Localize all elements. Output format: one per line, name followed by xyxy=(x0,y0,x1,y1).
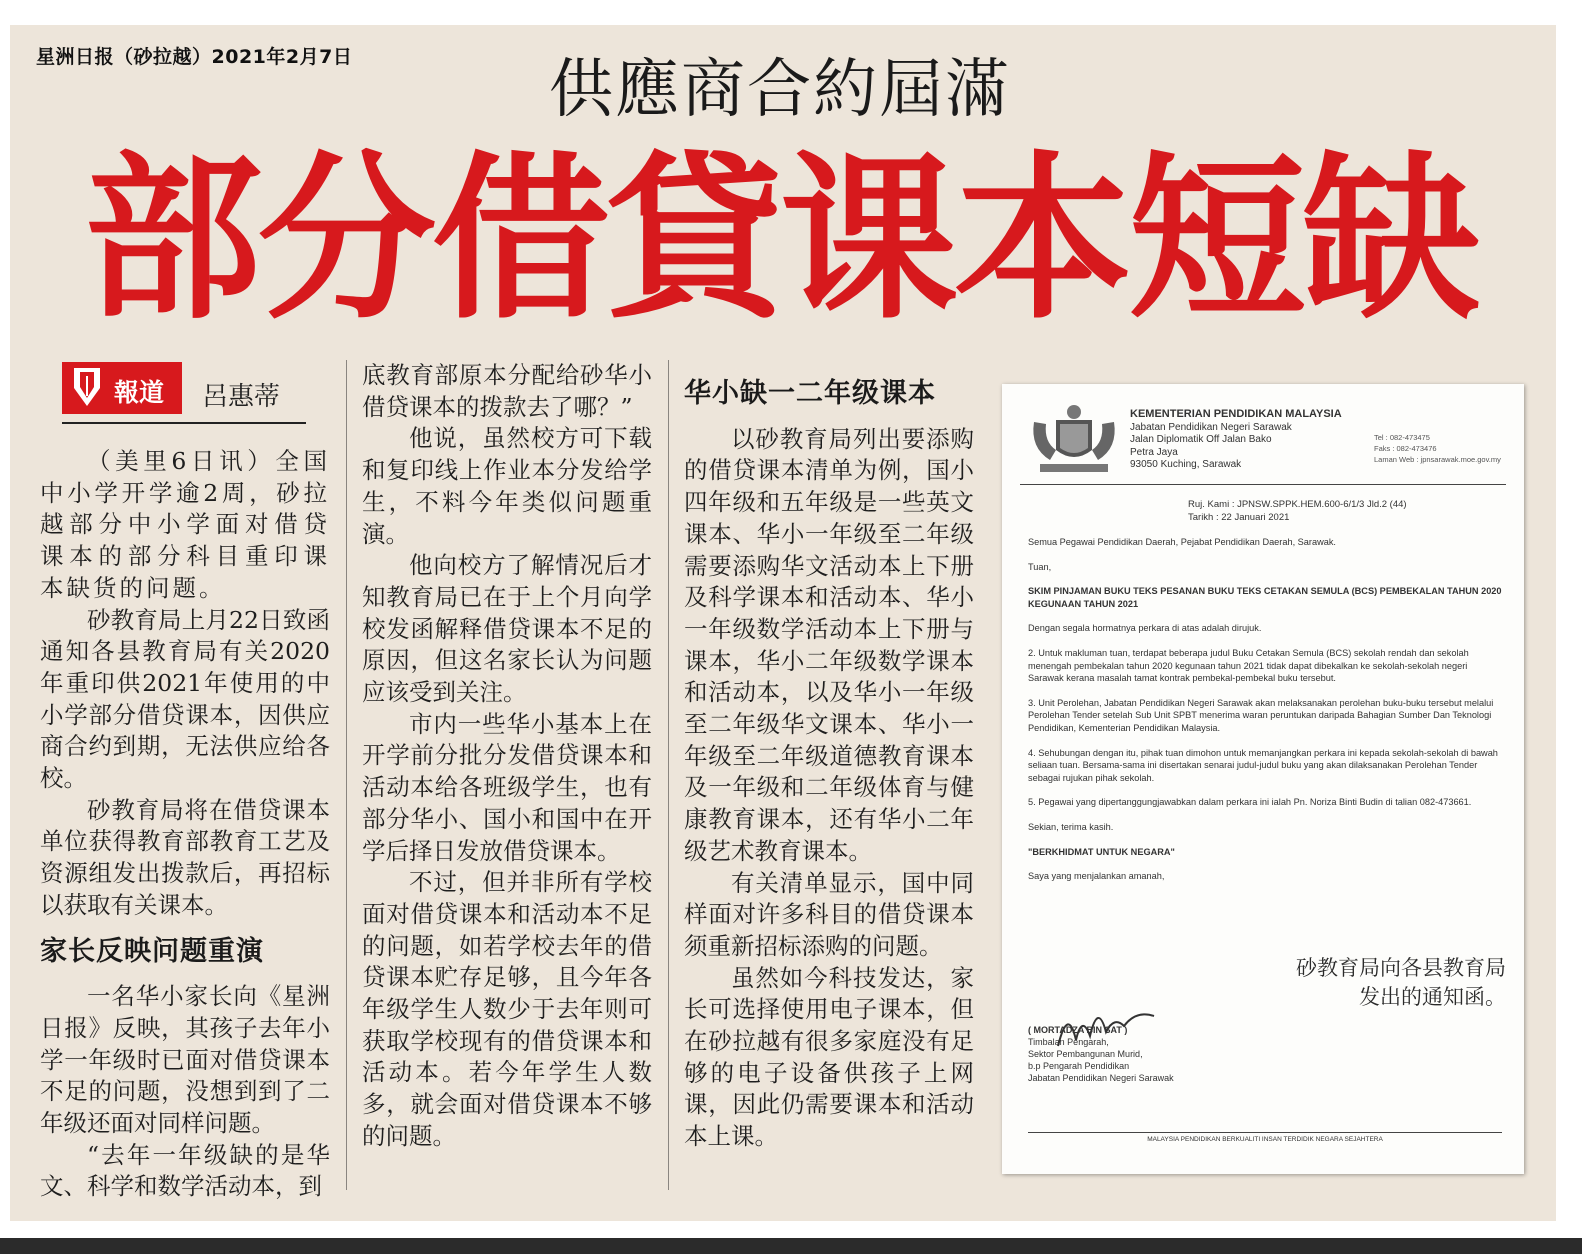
letter-body xyxy=(1028,536,1502,895)
letter-address: Petra Jaya xyxy=(1130,446,1178,458)
letter-signatory-title: Jabatan Pendidikan Negeri Sarawak xyxy=(1028,1073,1174,1083)
letter-footer: MALAYSIA PENDIDIKAN BERKUALITI INSAN TERDIDIK NEGARA SEJAHTERA xyxy=(1028,1132,1502,1143)
letter-paragraph: 3. Unit Perolehan, Jabatan Pendidikan Negeri Sarawak akan melaksanakan perolehan buku-buku tersebut melalui Perolehan Tender setelah Sub Unit SPBT menerima waran peruntukan daripada Bahagian Sumber Dan Teknologi Pendidikan, Kementerian Pendidikan Malaysia. xyxy=(1028,697,1494,733)
photo-caption: 砂教育局向各县教育局发出的通知函。 xyxy=(1292,954,1506,1012)
byline-author: 呂惠蒂 xyxy=(202,382,281,412)
letter-recipient: Semua Pegawai Pendidikan Daerah, Pejabat Pendidikan Daerah, Sarawak. xyxy=(1028,537,1336,547)
letter-signatory xyxy=(1028,1024,1174,1084)
letter-signatory-title: b.p Pengarah Pendidikan xyxy=(1028,1061,1130,1071)
letter-signatory-title: Timbalan Pengarah, xyxy=(1028,1037,1109,1047)
letter-dept: Jabatan Pendidikan Negeri Sarawak xyxy=(1130,421,1292,433)
letter-date: Tarikh : 22 Januari 2021 xyxy=(1188,512,1290,523)
article-column-3 xyxy=(684,378,974,1153)
paragraph: 底教育部原本分配给砂华小借贷课本的拨款去了哪？” xyxy=(362,361,652,421)
main-headline: 部分借貸课本短缺 xyxy=(84,136,1476,343)
letter-address: Jalan Diplomatik Off Jalan Bako xyxy=(1130,434,1272,445)
letter-rule xyxy=(1020,484,1506,485)
paragraph: 虽然如今科技发达，家长可选择使用电子课本，但在砂拉越有很多家庭没有足够的电子设备供孩子上网课，因此仍需要课本和活动本上课。 xyxy=(684,963,974,1151)
subheading: 家长反映问题重演 xyxy=(40,935,264,967)
letter-motto: "BERKHIDMAT UNTUK NEGARA" xyxy=(1028,846,1175,857)
letter-paragraph: 4. Sehubungan dengan itu, pihak tuan dimohon untuk memanjangkan perkara ini kepada sekolah-sekolah di bawah seliaan tuan. Bersama-sama ini disertakan senarai judul-judul buku yang akan dilaksanakan Perolehan Tender sebagai rujukan pihak sekolah. xyxy=(1028,747,1498,783)
paragraph: 砂教育局上月22日致函通知各县教育局有关2020年重印供2021年使用的中小学部分借贷课本，因供应商合约到期，无法供应给各校。 xyxy=(40,605,330,793)
kicker-headline: 供應商合約屆滿 xyxy=(549,53,1011,127)
scan-edge xyxy=(0,1238,1582,1254)
letter-letterhead xyxy=(1130,408,1342,472)
paragraph: 有关清单显示，国中同样面对许多科目的借贷课本须重新招标添购的问题。 xyxy=(684,868,974,960)
subheading: 华小缺一二年级课本 xyxy=(684,378,936,409)
letter-subject: SKIM PINJAMAN BUKU TEKS PESANAN BUKU TEKS CETAKAN SEMULA (BCS) PEMBEKALAN TAHUN 2020 KEGUNAAN TAHUN 2021 xyxy=(1028,586,1502,609)
ministry-letter-image xyxy=(1002,384,1524,1174)
byline-badge xyxy=(62,362,182,414)
letter-paragraph: 2. Untuk makluman tuan, terdapat beberapa judul Buku Cetakan Semula (BCS) sekolah rendah dan sekolah menengah pembekalan tahun 2020 kegunaan tahun 2021 tidak dapat dibekalkan ke sekolah-sekolah negeri Sarawak kerana masalah tamat kontrak pembekal-pembekal buku tersebut. xyxy=(1028,647,1469,684)
letter-tel: Tel : 082-473475 xyxy=(1374,433,1430,442)
paragraph: 不过，但并非所有学校面对借贷课本和活动本不足的问题，如若学校去年的借贷课本贮存足够，且今年各年级学生人数少于去年则可获取学校现有的借贷课本和活动本。若今年学生人数多，就会面对借贷课本不够的问题。 xyxy=(362,868,652,1150)
dateline: 星洲日报（砂拉越）2021年2月7日 xyxy=(36,46,353,68)
paragraph: “去年一年级缺的是华文、科学和数学活动本，到 xyxy=(40,1140,330,1201)
letter-signatory-name: ( MORTADZA BIN SAT ) xyxy=(1028,1025,1128,1035)
letter-address: 93050 Kuching, Sarawak xyxy=(1130,459,1242,470)
letter-web: Laman Web : jpnsarawak.moe.gov.my xyxy=(1374,455,1501,464)
column-divider xyxy=(668,360,669,1190)
column-divider xyxy=(346,360,347,1190)
letter-trust: Saya yang menjalankan amanah, xyxy=(1028,871,1165,882)
letter-ref: Ruj. Kami : JPNSW.SPPK.HEM.600-6/1/3 Jld.2 (44) xyxy=(1188,499,1407,510)
letter-closing: Sekian, terima kasih. xyxy=(1028,821,1114,832)
paragraph: 一名华小家长向《星洲日报》反映，其孩子去年小学一年级时已面对借贷课本不足的问题，没想到到了二年级还面对同样问题。 xyxy=(40,982,330,1138)
article-column-2 xyxy=(362,360,652,1153)
paragraph: 市内一些华小基本上在开学前分批分发借贷课本和活动本给各班级学生，也有部分华小、国小和国中在开学后择日发放借贷课本。 xyxy=(362,709,652,865)
paragraph: 以砂教育局列出要添购的借贷课本清单为例，国小四年级和五年级是一些英文课本、华小一年级至二年级需要添购华文活动本上下册及科学课本和活动本、华小一年级数学活动本上下册与课本，华小二年级数学课本和活动本，以及华小一年级至二年级华文课本、华小一年级至二年级道德教育课本及一年级和二年级体育与健康教育课本，还有华小二年级艺术教育课本。 xyxy=(684,424,974,865)
byline-tag: 報道 xyxy=(114,378,165,407)
letter-fax: Faks : 082-473476 xyxy=(1374,444,1437,453)
letter-ministry: KEMENTERIAN PENDIDIKAN MALAYSIA xyxy=(1130,408,1342,420)
letter-paragraph: 5. Pegawai yang dipertanggungjawabkan dalam perkara ini ialah Pn. Noriza Binti Budin di talian 082-473661. xyxy=(1028,797,1472,808)
letter-reference xyxy=(1188,498,1407,524)
letter-contact xyxy=(1374,432,1501,465)
paragraph: （美里6日讯）全国中小学开学逾2周，砂拉越部分中小学面对借贷课本的部分科目重印课本缺货的问题。 xyxy=(40,447,330,602)
paragraph: 他向校方了解情况后才知教育局已在于上个月向学校发函解释借贷课本不足的原因，但这名家长认为问题应该受到关注。 xyxy=(362,551,652,707)
malaysia-crest-icon xyxy=(1026,402,1122,480)
byline xyxy=(62,362,306,424)
article-column-1 xyxy=(40,446,330,1203)
pen-icon xyxy=(68,366,106,410)
letter-signatory-title: Sektor Pembangunan Murid, xyxy=(1028,1049,1143,1059)
letter-salutation: Tuan, xyxy=(1028,561,1052,572)
letter-paragraph: Dengan segala hormatnya perkara di atas adalah dirujuk. xyxy=(1028,623,1262,634)
paragraph: 砂教育局将在借贷课本单位获得教育部教育工艺及资源组发出拨款后，再招标以获取有关课本。 xyxy=(40,795,330,919)
paragraph: 他说，虽然校方可下载和复印线上作业本分发给学生，不料今年类似问题重演。 xyxy=(362,424,652,548)
